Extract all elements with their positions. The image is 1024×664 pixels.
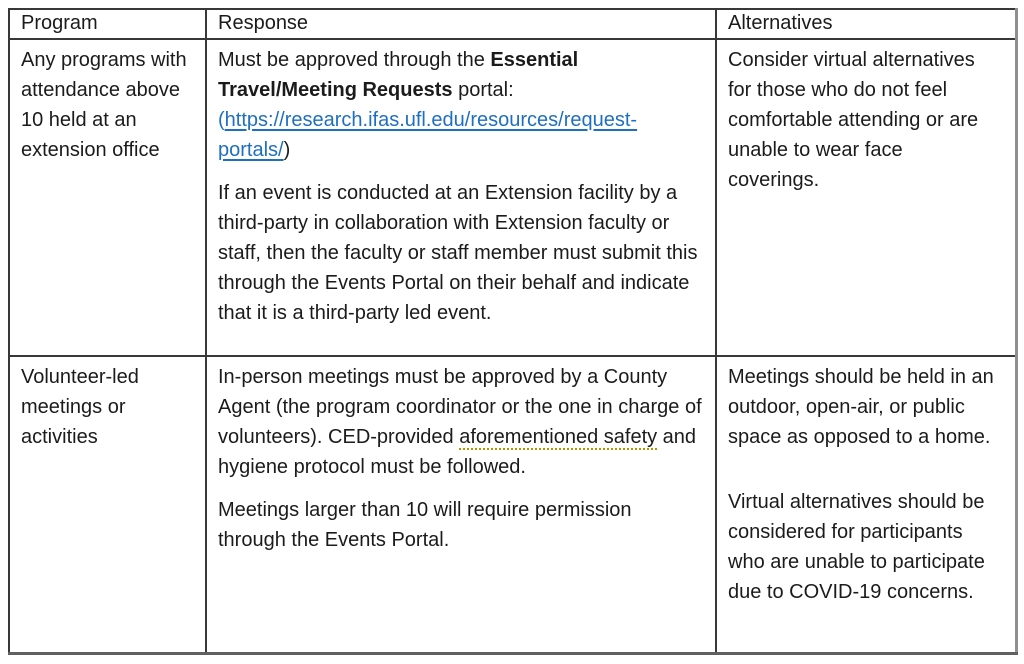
table-row xyxy=(9,39,1016,356)
text-run: Meetings should be held in an outdoor, open-air, or public space as opposed to a home. xyxy=(728,366,994,448)
paragraph xyxy=(218,495,703,555)
text-run: In-person meetings must be approved by a County Agent (the program coordinator or the one in charge of volunteers). CED-provided xyxy=(218,366,702,448)
text-run: If an event is conducted at an Extension facility by a third-party in collaboration with Extension faculty or staff, then the faculty or staff member must submit this through the Events Portal on their behalf and indicate that it is a third-party led event. xyxy=(218,182,698,324)
text-run: portal: xyxy=(452,79,514,101)
text-run: ) xyxy=(283,139,291,161)
cell-row1-program xyxy=(9,39,206,356)
table-header-row xyxy=(9,9,1016,39)
text-run: Must be approved through the xyxy=(218,49,491,71)
cell-row2-alternatives xyxy=(716,356,1016,653)
program-response-table xyxy=(8,8,1018,655)
text-run: and hygiene protocol must be followed. xyxy=(218,426,697,478)
cell-row1-alternatives xyxy=(716,39,1016,356)
paragraph xyxy=(728,45,997,195)
cell-row2-response xyxy=(206,356,716,653)
column-header-program: Program xyxy=(9,9,206,39)
cell-row1-response xyxy=(206,39,716,356)
request-portals-link[interactable]: https://research.ifas.ufl.edu/resources/request-portals/ xyxy=(218,109,638,161)
paragraph xyxy=(728,362,997,452)
paragraph xyxy=(218,45,703,165)
text-run: Volunteer-led meetings or activities xyxy=(21,366,139,448)
cell-row2-program xyxy=(9,356,206,653)
paragraph xyxy=(728,487,997,607)
column-header-alternatives: Alternatives xyxy=(716,9,1016,39)
column-header-response: Response xyxy=(206,9,716,39)
table-row xyxy=(9,356,1016,653)
text-run: Meetings larger than 10 will require permission through the Events Portal. xyxy=(218,499,632,551)
paragraph xyxy=(218,178,703,328)
bold-text-run: Essential Travel/Meeting Requests xyxy=(218,49,579,101)
paragraph xyxy=(21,362,193,452)
style-suggestion-run: aforementioned safety xyxy=(459,426,658,448)
text-run: ( xyxy=(218,109,225,131)
text-run: Consider virtual alternatives for those who do not feel comfortable attending or are unable to wear face coverings. xyxy=(728,49,979,191)
text-run: Virtual alternatives should be considered for participants who are unable to participate due to COVID-19 concerns. xyxy=(728,491,985,603)
text-run: Any programs with attendance above 10 held at an extension office xyxy=(21,49,187,161)
paragraph xyxy=(218,362,703,482)
paragraph xyxy=(21,45,193,165)
